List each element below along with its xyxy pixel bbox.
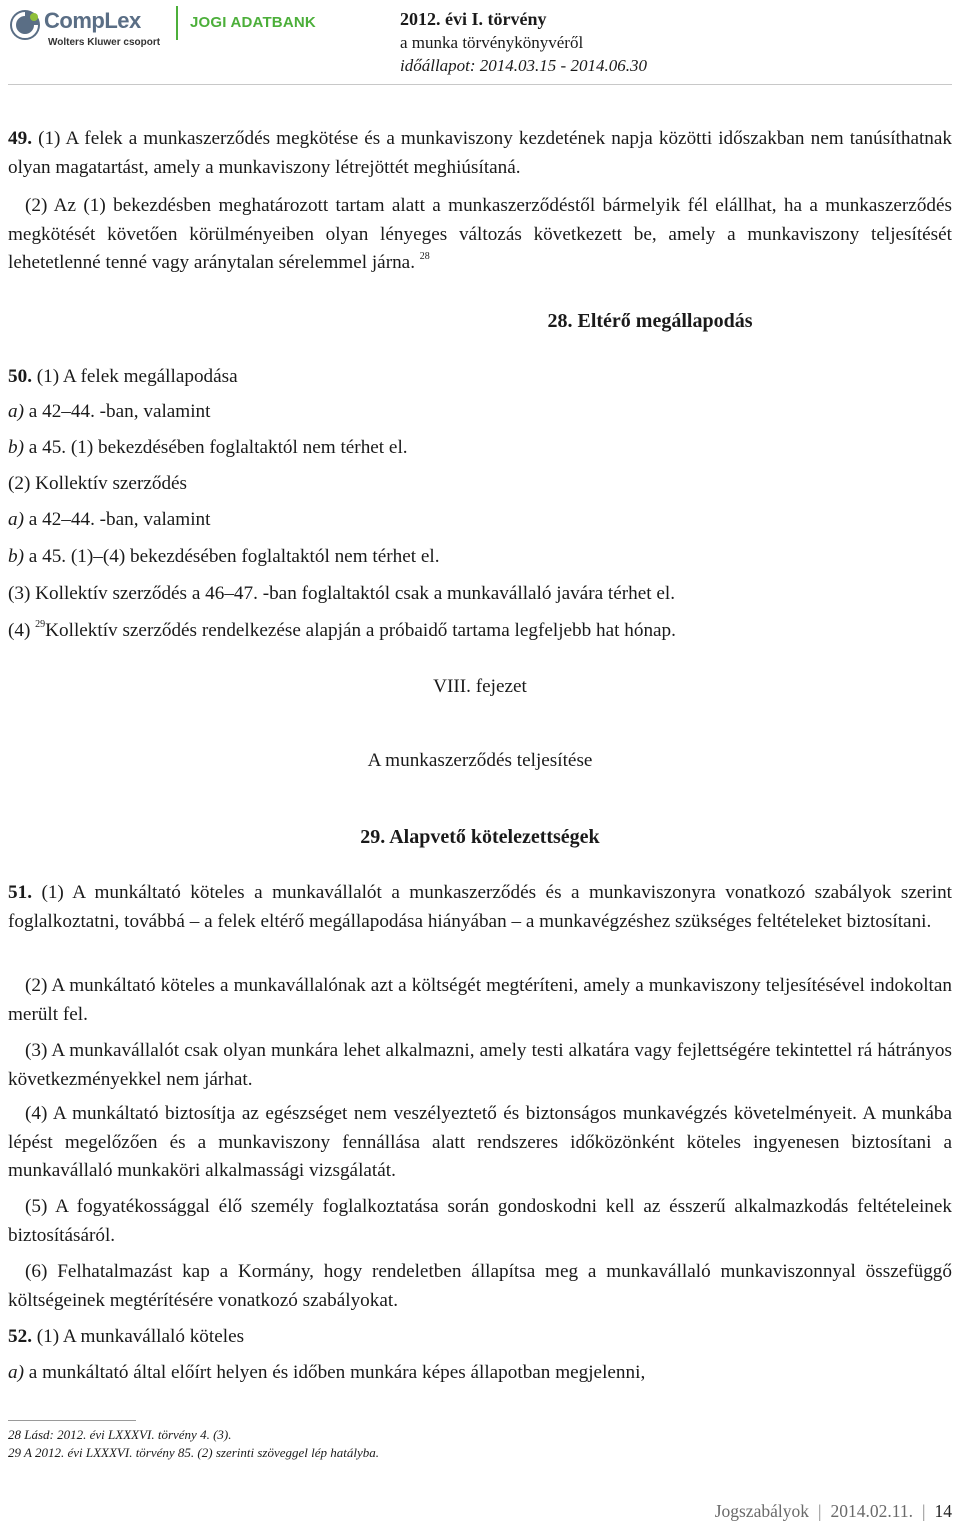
paragraph-text: a 45. (1)–(4) bekezdésében foglaltaktól nem térhet el.	[28, 546, 440, 567]
section-50-line-4: (2) Kollektív szerződés	[8, 473, 188, 494]
chapter-number: VIII. fejezet	[433, 676, 527, 697]
section-50-line-5	[8, 506, 210, 534]
paragraph-number: (4)	[8, 620, 31, 641]
section-50-line-2	[8, 398, 210, 426]
heading-28: 28. Eltérő megállapodás	[547, 310, 753, 332]
chapter-title: A munkaszerződés teljesítése	[367, 750, 593, 771]
document-status: időállapot: 2014.03.15 - 2014.06.30	[400, 56, 647, 75]
jogi-adatbank-logo	[176, 6, 346, 40]
section-50-line-7: (3) Kollektív szerződés a 46–47. -ban foglaltaktól csak a munkavállaló javára térhet el.	[8, 583, 676, 604]
section-number: 50.	[8, 366, 32, 387]
paragraph-text: Kollektív szerződés rendelkezése alapján a próbaidő tartama legfeljebb hat hónap.	[45, 620, 676, 641]
section-50-line-3	[8, 434, 408, 462]
paragraph-text: (1) A felek a munkaszerződés megkötése és a munkaviszony kezdetének napja közötti időszakban nem tanúsíthatnak olyan magatartást, amely a munkaviszony létrejöttét meghiúsítaná.	[8, 128, 953, 178]
section-number: 49.	[8, 128, 32, 149]
section-50-line-8	[8, 617, 676, 645]
section-number: 51.	[8, 882, 32, 903]
list-marker: a)	[8, 509, 24, 530]
page-footer: Jogszabályok | 2014.02.11. | 14	[714, 1501, 952, 1521]
section-51-para-3	[8, 1037, 952, 1094]
footnote-28: 28 Lásd: 2012. évi LXXXVI. törvény 4. (3).	[8, 1427, 232, 1442]
section-52-line-2	[8, 1359, 645, 1387]
section-50-line-1	[8, 363, 238, 391]
section-51-para-5	[8, 1193, 952, 1250]
page-header	[0, 0, 960, 84]
logo-divider	[176, 6, 178, 40]
section-51-para-6	[8, 1258, 952, 1315]
document-info	[400, 8, 647, 77]
document-title: 2012. évi I. törvény	[400, 9, 547, 29]
paragraph-text: (1) A felek megállapodása	[36, 366, 238, 387]
header-divider	[8, 84, 952, 85]
paragraph-text: (1) A munkáltató köteles a munkavállalót a munkaszerződés és a munkaviszonyra vonatkozó szabályok szerint foglalkoztatni, továbbá – a felek eltérő megállapodása hiányában – a munkavégzéshez szükséges feltételeket biztosítani.	[8, 882, 952, 932]
footnote-ref-28[interactable]: 28	[419, 251, 430, 262]
section-51-para-4	[8, 1100, 952, 1186]
page-number: 14	[934, 1501, 952, 1521]
footer-date: 2014.02.11.	[830, 1501, 913, 1521]
section-50-line-6	[8, 543, 440, 571]
paragraph-text: a 42–44. -ban, valamint	[28, 509, 211, 530]
complex-logo-text: CompLex	[44, 8, 141, 33]
section-number: 52.	[8, 1326, 32, 1347]
section-51-para-2	[8, 972, 952, 1029]
document-subtitle: a munka törvénykönyvéről	[400, 33, 584, 52]
paragraph-text: (1) A munkavállaló köteles	[36, 1326, 245, 1347]
complex-logo-mark-icon	[8, 8, 42, 42]
section-49-para-2	[8, 192, 952, 278]
paragraph-text: (2) Az (1) bekezdésben meghatározott tartam alatt a munkaszerződéstől bármelyik fél elállhat, ha a munkaszerződés megkötését követően körülményeiben olyan lényeges változás következett be, amely a munkaviszony teljesítését lehetetlenné tenné vagy aránytalan sérelemmel járna.	[8, 195, 952, 273]
list-marker: b)	[8, 437, 24, 458]
complex-logo	[8, 6, 168, 50]
heading-29: 29. Alapvető kötelezettségek	[360, 826, 600, 848]
paragraph-text: (3) A munkavállalót csak olyan munkára lehet alkalmazni, amely testi alkatára vagy fejlettségére tekintettel rá hátrányos következményekkel nem járhat.	[8, 1040, 952, 1090]
section-51-para-1	[8, 879, 952, 936]
section-49-para-1	[8, 125, 952, 182]
section-52-line-1	[8, 1323, 244, 1351]
footnote-29: 29 A 2012. évi LXXXVI. törvény 85. (2) szerinti szöveggel lép hatályba.	[8, 1445, 380, 1460]
complex-logo-subtitle: Wolters Kluwer csoport	[48, 37, 161, 48]
paragraph-text: a 42–44. -ban, valamint	[28, 401, 211, 422]
paragraph-text: a 45. (1) bekezdésében foglaltaktól nem térhet el.	[28, 437, 408, 458]
list-marker: b)	[8, 546, 24, 567]
list-marker: a)	[8, 401, 24, 422]
list-marker: a)	[8, 1362, 24, 1383]
footnote-ref-29[interactable]: 29	[35, 619, 46, 630]
footer-source: Jogszabályok	[714, 1501, 809, 1521]
paragraph-text: a munkáltató által előírt helyen és időben munkára képes állapotban megjelenni,	[28, 1362, 646, 1383]
paragraph-text: (4) A munkáltató biztosítja az egészséget nem veszélyeztető és biztonságos munkavégzés követelményeit. A munkába lépést megelőzően és a munkaviszony fennállása alatt rendszeres időközönként köteles ingyenesen biztosítani a munkavállaló munkaköri alkalmassági vizsgálatát.	[8, 1103, 952, 1181]
footnote-divider	[8, 1420, 136, 1421]
paragraph-text: (2) A munkáltató köteles a munkavállalónak azt a költségét megtéríteni, amely a munkaviszony teljesítésével indokoltan merült fel.	[8, 975, 952, 1025]
jogi-adatbank-logo-text: JOGI ADATBANK	[190, 14, 316, 31]
paragraph-text: (5) A fogyatékossággal élő személy foglalkoztatása során gondoskodni kell az ésszerű alkalmazkodás feltételeinek biztosításáról.	[8, 1196, 952, 1246]
paragraph-text: (6) Felhatalmazást kap a Kormány, hogy rendeletben állapítsa meg a munkavállaló munkaviszonnyal összefüggő költségeinek megtérítésére vonatkozó szabályokat.	[8, 1261, 952, 1311]
